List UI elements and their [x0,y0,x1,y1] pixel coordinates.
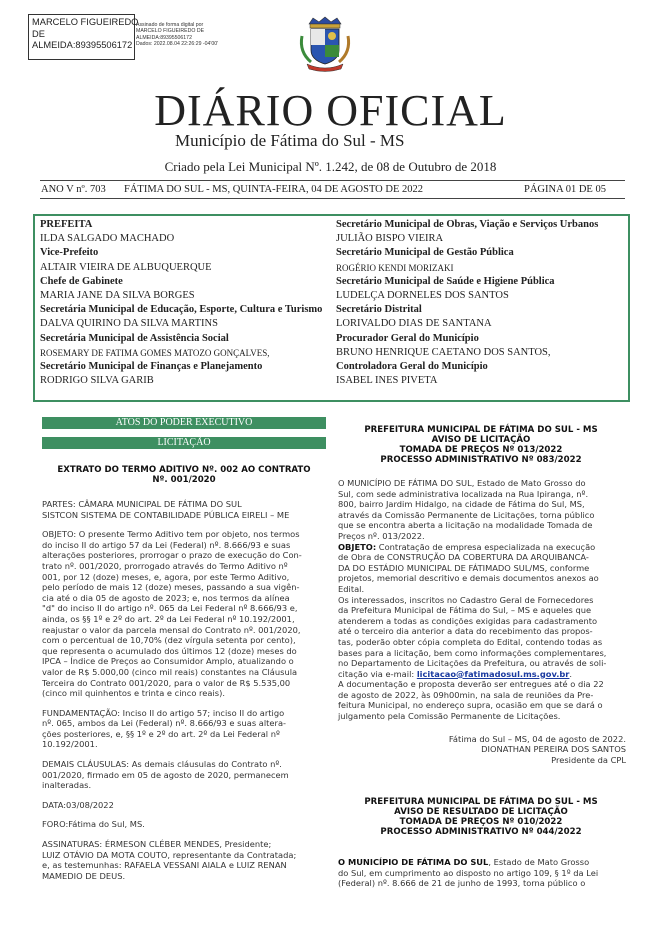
text-line: LUIZ OTÁVIO DA MOTA COUTO, representante da Contratada; [42,849,297,860]
text-line: nº. 065, ambos da Lei (Federal) nº. 8.666/93 e suas altera- [42,718,287,729]
text-line: OBJETO: O presente Termo Aditivo tem por objeto, nos termos [42,529,300,540]
signature-block [338,734,626,766]
text-line: FORO:Fátima do Sul, MS. [42,819,145,830]
staff-name: ROSEMARY DE FATIMA GOMES MATOZO GONÇALVES, [40,347,270,358]
foro-paragraph [42,819,326,830]
text-fragment: , Estado de Mato Grosso [488,857,590,867]
text-line: através da Comissão Permanente de Licitações, torna público [338,509,595,520]
text-fragment: citação via e-mail: [338,668,417,679]
text-line: 001, por 12 (doze) meses, e, agora, por este Termo Aditivo, [42,571,290,582]
text-line: reajustar o valor da parcela mensal do Contrato nº. 001/2020, [42,624,301,635]
heading-line: PREFEITURA MUNICIPAL DE FÁTIMA DO SUL - MS [364,797,598,807]
text-line: que representa o acumulado dos últimos 12 (doze) meses do [42,645,297,656]
text-line: bases para a licitação, bem como informações complementares, [338,647,607,658]
text-line: 001/2020, firmado em 05 de agosto de 2020, permanecem [42,769,289,780]
documentacao-paragraph [338,679,626,721]
signature-metadata [136,22,271,48]
right-article-2-body [338,857,626,889]
text-line: Os interessados, inscritos no Cadastro Geral de Fornecedores [338,594,594,605]
signature-meta-line: MARCELO FIGUEIREDO DE [136,28,205,35]
staff-name: ALTAIR VIEIRA DE ALBUQUERQUE [40,261,212,273]
staff-name: ROGÉRIO KENDI MORIZAKI [336,262,454,273]
text-line: ASSINATURAS: ÉRMESON CLÉBER MENDES, Presidente; [42,839,272,850]
text-line: de agosto de 2022, às 09h00min, na sala de reuniões da Pre- [338,689,594,700]
text-line: Edital. [338,583,365,594]
staff-name: LORIVALDO DIAS DE SANTANA [336,318,492,330]
staff-role: Chefe de Gabinete [40,275,123,287]
left-article-title-line: EXTRATO DO TERMO ADITIVO Nº. 002 AO CONTRATO [57,465,311,475]
fundamentacao-paragraph [42,708,326,750]
staff-name: LUDELÇA DORNELES DOS SANTOS [336,290,509,302]
staff-role: Secretária Municipal de Educação, Esporte, Cultura e Turismo [40,304,323,316]
text-line: Terceira do Contrato 001/2020, para o valor de R$ 5.535,00 [42,677,291,688]
text-line: O MUNICÍPIO DE FÁTIMA DO SUL, Estado de Mato Grosso do [338,478,586,488]
text-line: feitura Municipal, no endereço supra, ocasião em que se dará o [338,700,603,711]
text-line: Sul, com sede administrativa localizada na Rua Ipiranga, nº. [338,488,589,499]
text-line: e, as testemunhas: RAFAELA VESSANI AIALA e LUIZ RENAN [42,860,287,871]
left-article-title-line: Nº. 001/2020 [152,475,216,485]
text-line: DIONATHAN PEREIRA DOS SANTOS [481,744,626,755]
interessados-paragraph [338,595,626,680]
text-line: 10.192/2001. [42,739,98,750]
text-line: alterações posteriores, prorrogar o prazo de execução do Con- [42,550,302,561]
staff-role: PREFEITA [40,219,93,230]
municipality-subtitle: Município de Fátima do Sul - MS [175,131,405,150]
staff-role: Secretário Municipal de Saúde e Higiene Pública [336,275,555,287]
heading-line: AVISO DE RESULTADO DE LICITAÇÃO [394,807,568,817]
staff-column-left [40,218,328,388]
staff-role: Vice-Prefeito [40,247,99,259]
text-line: até o terceiro dia anterior a data do recebimento das propos- [338,626,593,637]
creation-law: Criado pela Lei Municipal Nº. 1.242, de 08 de Outubro de 2018 [164,159,497,174]
text-line: (cinco mil quinhentos e trinta e cinco reais). [42,688,225,699]
email-link[interactable]: licitacao@fatimadosul.ms.gov.br [416,668,570,679]
text-line: valor de R$ 5.000,00 (cinco mil reais) constantes na Cláusula [42,666,298,677]
signature-meta-line: ALMEIDA:89395506172 [136,34,192,41]
staff-column-right [336,218,626,388]
text-line: ainda, os §§ 1º e 2º do art. 2º da Lei Federal nº 10.192/2001, [42,613,295,624]
staff-name: DALVA QUIRINO DA SILVA MARTINS [40,318,218,330]
staff-name: JULIÃO BISPO VIEIRA [336,233,444,245]
signature-meta-line: Assinado de forma digital por [136,22,204,28]
right-article-1-heading [336,425,626,465]
text-line: ções posteriores, e, §§ 1º e 2º do art. 2º da Lei Federal nº [42,728,280,739]
municipal-crest-icon [297,16,353,74]
text-line: trato nº. 001/2020, prorrogado através do Termo Aditivo nº [42,560,288,571]
administration-staff-box [33,214,630,402]
text-line: Presidente da CPL [551,754,626,765]
staff-name: RODRIGO SILVA GARIB [40,375,154,387]
signature-line: DE [32,28,45,39]
edition-page: PÁGINA 01 DE 05 [524,184,606,195]
edition-number: ANO V nº. 703 [41,184,106,195]
left-article-title [42,465,326,485]
staff-role: Secretário Municipal de Gestão Pública [336,247,514,259]
text-line: "d" do inciso II do artigo nº. 065 da Lei Federal nº 8.666/93 e, [42,603,298,614]
text-fragment: Contratação de empresa especializada na execução [376,541,596,552]
newspaper-title: DIÁRIO OFICIAL [154,86,507,135]
staff-role: Secretária Municipal de Assistência Social [40,332,229,344]
heading-line: PROCESSO ADMINISTRATIVO Nº 044/2022 [380,827,582,837]
text-line: DA DO ESTÁDIO MUNICIPAL DE FÁTIMADO SUL/MS, conforme [338,562,590,573]
text-line: MAMEDIO DE DEUS. [42,870,126,881]
text-line: cia até o dia 05 de agosto de 2023; e, nos termos da alínea [42,592,290,603]
staff-name: ILDA SALGADO MACHADO [40,233,175,245]
text-line: de Obra de CONSTRUÇÃO DA COBERTURA DA ARQUIBANCA- [338,552,589,563]
bold-lead: O MUNICÍPIO DE FÁTIMA DO SUL [338,857,489,867]
text-line: SISTCON SISTEMA DE CONTABILIDADE PÚBLICA EIRELI – ME [42,509,290,520]
text-line: DATA:03/08/2022 [42,799,114,810]
staff-name: MARIA JANE DA SILVA BORGES [40,290,195,302]
staff-role: Controladora Geral do Município [336,361,488,373]
text-line: IPCA – Índice de Preços ao Consumidor Amplo, atualizando o [42,656,294,667]
text-line: Fátima do Sul – MS, 04 de agosto de 2022. [448,733,626,744]
text-line: do Sul, em cumprimento ao disposto no artigo 109, § 1º da Lei [338,867,599,878]
staff-role: Secretário Municipal de Obras, Viação e Serviços Urbanos [336,219,599,230]
staff-role: Secretário Distrital [336,304,422,316]
intro-paragraph [338,478,626,542]
text-line: projetos, memorial descritivo e demais documentos anexos ao [338,573,599,584]
partes-paragraph [42,499,326,520]
text-line: com o percentual de 10,70% (dez vírgula setenta por cento), [42,635,296,646]
objeto-label: OBJETO: [338,541,377,552]
text-line: tas, poderão obter cópia completa do Edital, contendo todas as [338,636,603,647]
text-line: do inciso II do artigo 57 da Lei (Federal) nº. 8.666/93 e suas [42,539,291,550]
text-line: (Federal) nº. 8.666 de 21 de junho de 1993, torna público o [338,878,586,889]
text-line: A documentação e proposta deverão ser entregues até o dia 22 [338,679,604,690]
text-line: pelo período de mais 12 (doze) meses, passando a sua vigên- [42,582,300,593]
heading-line: TOMADA DE PREÇOS Nº 010/2022 [399,817,563,827]
assinaturas-paragraph [42,839,326,881]
text-line: DEMAIS CLÁUSULAS: As demais cláusulas do Contrato nº. [42,759,282,770]
heading-line: PROCESSO ADMINISTRATIVO Nº 083/2022 [380,455,582,465]
staff-name: ISABEL INES PIVETA [336,375,438,387]
text-line [338,542,626,553]
edition-place-date: FÁTIMA DO SUL - MS, QUINTA-FEIRA, 04 DE AGOSTO DE 2022 [124,184,423,195]
digital-signature-box [28,14,139,60]
left-article-body [42,499,326,890]
right-article-2-heading [336,797,626,837]
section-bar-atos: ATOS DO PODER EXECUTIVO [42,417,326,429]
text-line: 800, bairro Jardim Hidalgo, na cidade de Fátima do Sul, MS, [338,499,585,510]
text-line: da Prefeitura Municipal de Fátima do Sul, – MS e aqueles que [338,605,592,616]
staff-role: Secretário Municipal de Finanças e Planejamento [40,361,263,373]
staff-role: Procurador Geral do Município [336,332,479,344]
section-bar-licitacao: LICITAÇÃO [42,437,326,449]
text-line: citação via e-mail: licitacao@fatimadosul.ms.gov.br. [338,668,573,679]
right-article-1-body [338,478,626,765]
signature-line: MARCELO FIGUEIREDO [32,17,139,27]
data-paragraph [42,800,326,811]
heading-line: TOMADA DE PREÇOS Nº 013/2022 [399,445,563,455]
text-line: FUNDAMENTAÇÃO: Inciso II do artigo 57; inciso II do artigo [42,707,285,718]
text-line: que se encontra aberta a licitação na modalidade Tomada de [338,520,593,531]
text-line: Preços nº. 013/2022. [338,530,425,541]
text-line: julgamento pela Comissão Permanente de Licitações. [338,711,561,722]
signature-meta-line: Dados: 2022.08.04 22:26:29 -04'00' [136,41,219,48]
heading-line: PREFEITURA MUNICIPAL DE FÁTIMA DO SUL - MS [364,425,598,435]
text-line: atenderem a todas as condições exigidas para cadastramento [338,615,598,626]
demais-clausulas-paragraph [42,759,326,791]
edition-rule-top [40,180,625,181]
heading-line: AVISO DE LICITAÇÃO [431,435,531,445]
objeto-paragraph [338,542,626,595]
signature-line: ALMEIDA:89395506172 [32,40,133,50]
text-line: inalteradas. [42,780,92,791]
text-line: PARTES: CÂMARA MUNICIPAL DE FÁTIMA DO SUL [42,499,242,509]
staff-name: BRUNO HENRIQUE CAETANO DOS SANTOS, [336,346,551,358]
text-line: no Departamento de Licitações da Prefeitura, ou através de soli- [338,658,607,669]
objeto-paragraph [42,529,326,699]
edition-rule-bottom [40,198,625,199]
text-line [338,857,626,868]
